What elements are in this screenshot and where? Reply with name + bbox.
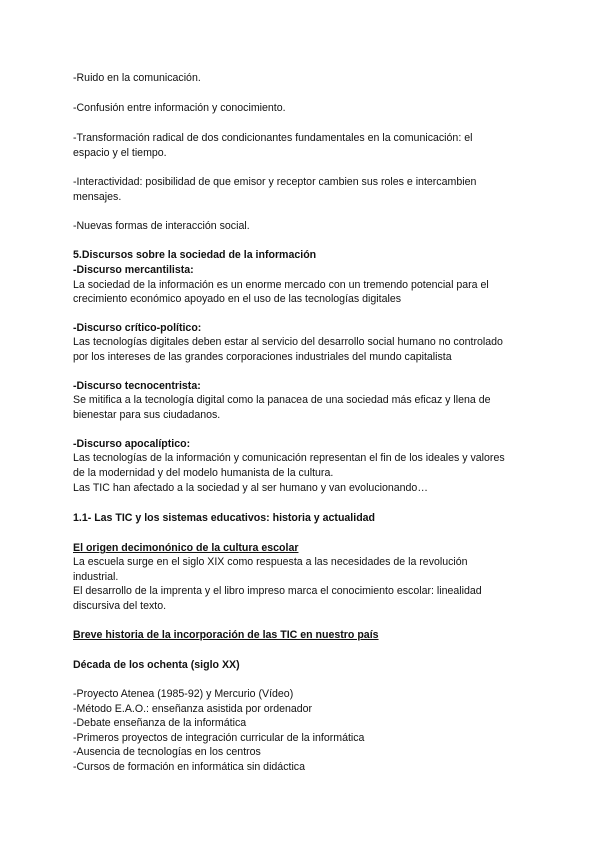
paragraph-line: industrial. — [73, 571, 119, 583]
paragraph-line: Las tecnologías de la información y comunicación representan el fin de los ideales y valores — [73, 452, 505, 464]
list-item: -Método E.A.O.: enseñanza asistida por ordenador — [73, 703, 313, 715]
list-item: -Debate enseñanza de la informática — [73, 717, 247, 729]
paragraph-line: discursiva del texto. — [73, 600, 167, 612]
discourse-title: -Discurso apocalíptico: — [73, 438, 191, 450]
intro-point: espacio y el tiempo. — [73, 147, 167, 159]
decade-title: Década de los ochenta (siglo XX) — [73, 659, 240, 671]
paragraph-line: por los intereses de las grandes corporaciones industriales del mundo capitalista — [73, 351, 452, 363]
paragraph-line: crecimiento económico apoyado en el uso de las tecnologías digitales — [73, 293, 402, 305]
paragraph-line: bienestar para sus ciudadanos. — [73, 409, 221, 421]
list-item: -Proyecto Atenea (1985-92) y Mercurio (Vídeo) — [73, 688, 294, 700]
discourse-title: -Discurso mercantilista: — [73, 264, 194, 276]
subsection-title: Breve historia de la incorporación de las TIC en nuestro país — [73, 629, 379, 641]
list-item: -Ausencia de tecnologías en los centros — [73, 746, 261, 758]
paragraph-line: de la modernidad y del modelo humanista de la cultura. — [73, 467, 334, 479]
subsection-title: El origen decimonónico de la cultura escolar — [73, 542, 299, 554]
section-heading: 5.Discursos sobre la sociedad de la información — [73, 249, 317, 261]
intro-point: -Transformación radical de dos condicionantes fundamentales en la comunicación: el — [73, 132, 473, 144]
paragraph-line: Las tecnologías digitales deben estar al servicio del desarrollo social humano no controlado — [73, 336, 503, 348]
intro-point: mensajes. — [73, 191, 122, 203]
intro-point: -Ruido en la comunicación. — [73, 72, 201, 84]
paragraph-line: Las TIC han afectado a la sociedad y al ser humano y van evolucionando… — [73, 482, 428, 494]
section-heading: 1.1- Las TIC y los sistemas educativos: historia y actualidad — [73, 512, 376, 524]
list-item: -Primeros proyectos de integración curricular de la informática — [73, 732, 365, 744]
paragraph-line: Se mitifica a la tecnología digital como la panacea de una sociedad más eficaz y llena de — [73, 394, 491, 406]
paragraph-line: El desarrollo de la imprenta y el libro impreso marca el conocimiento escolar: linealidad — [73, 585, 482, 597]
list-item: -Cursos de formación en informática sin didáctica — [73, 761, 305, 773]
intro-point: -Confusión entre información y conocimiento. — [73, 102, 286, 114]
discourse-title: -Discurso tecnocentrista: — [73, 380, 201, 392]
intro-point: -Nuevas formas de interacción social. — [73, 220, 250, 232]
paragraph-line: La sociedad de la información es un enorme mercado con un tremendo potencial para el — [73, 279, 489, 291]
intro-point: -Interactividad: posibilidad de que emisor y receptor cambien sus roles e intercambien — [73, 176, 477, 188]
paragraph-line: La escuela surge en el siglo XIX como respuesta a las necesidades de la revolución — [73, 556, 468, 568]
discourse-title: -Discurso crítico-político: — [73, 322, 202, 334]
